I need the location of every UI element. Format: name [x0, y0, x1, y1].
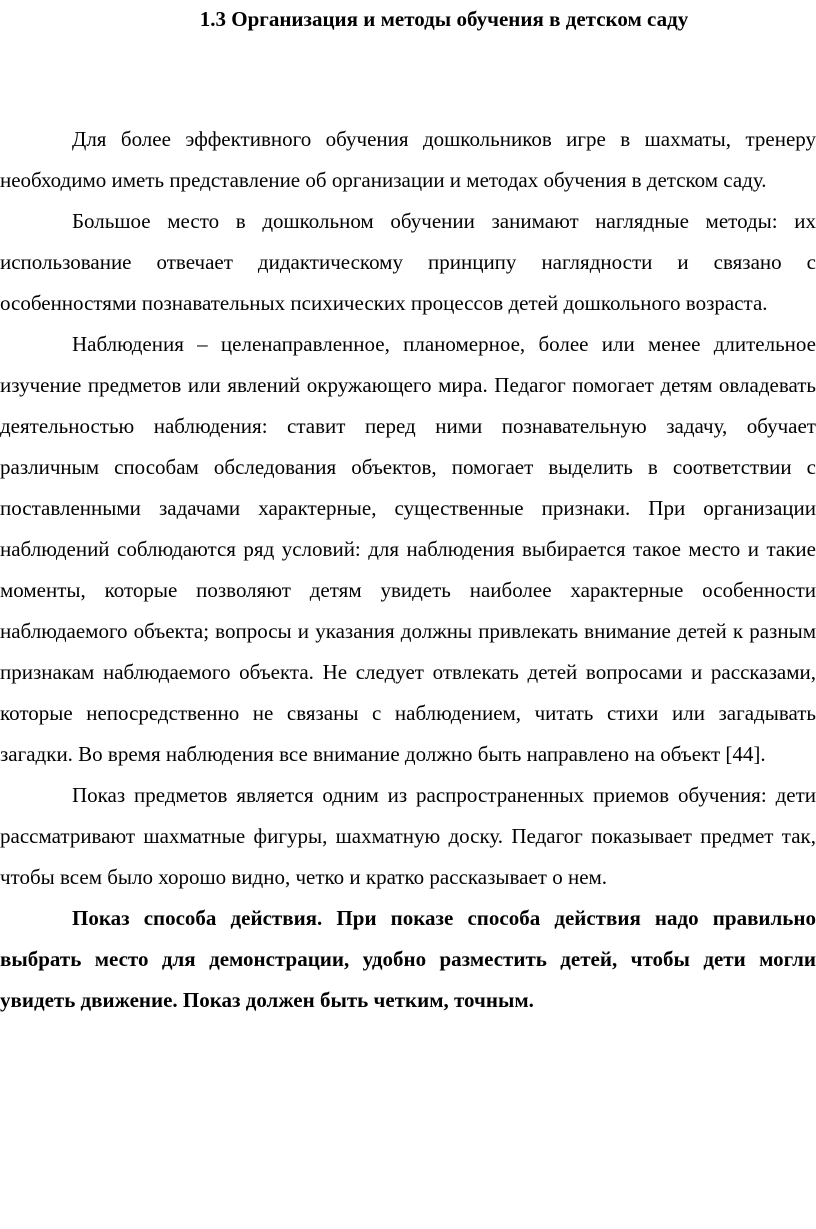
paragraph-showing-objects: Показ предметов является одним из распространенных приемов обучения: дети рассматривают шахматные фигуры, шахматную доску. Педагог показывает предмет так, чтобы всем было хорошо видно, четко и кратко рассказывает о нем.: [0, 783, 816, 889]
paragraph-visual-methods: Большое место в дошкольном обучении занимают наглядные методы: их использование отвечает дидактическому принципу наглядности и связано с особенностями познавательных психических процессов детей дошкольного возраста.: [0, 209, 816, 315]
paragraph-intro: Для более эффективного обучения дошкольников игре в шахматы, тренеру необходимо иметь представление об организации и методах обучения в детском саду.: [0, 127, 816, 192]
paragraph-showing-action: Показ способа действия. При показе способа действия надо правильно выбрать место для демонстрации, удобно разместить детей, чтобы дети могли увидеть движение. Показ должен быть четким, точным.: [0, 906, 816, 1012]
paragraph-observation: Наблюдения – целенаправленное, планомерное, более или менее длительное изучение предметов или явлений окружающего мира. Педагог помогает детям овладевать деятельностью наблюдения: ставит перед ними познавательную задачу, обучает различным способам обследования объектов, помогает выделить в соответствии с поставленными задачами характерные, существенные признаки. При организации наблюдений соблюдаются ряд условий: для наблюдения выбирается такое место и такие моменты, которые позволяют детям увидеть наиболее характерные особенности наблюдаемого объекта; вопросы и указания должны привлекать внимание детей к разным признакам наблюдаемого объекта. Не следует отвлекать детей вопросами и рассказами, которые непосредственно не связаны с наблюдением, читать стихи или загадывать загадки. Во время наблюдения все внимание должно быть направлено на объект [44].: [0, 332, 816, 766]
document-body: [0, 119, 816, 1021]
section-title: 1.3 Организация и методы обучения в детском саду: [199, 7, 689, 31]
